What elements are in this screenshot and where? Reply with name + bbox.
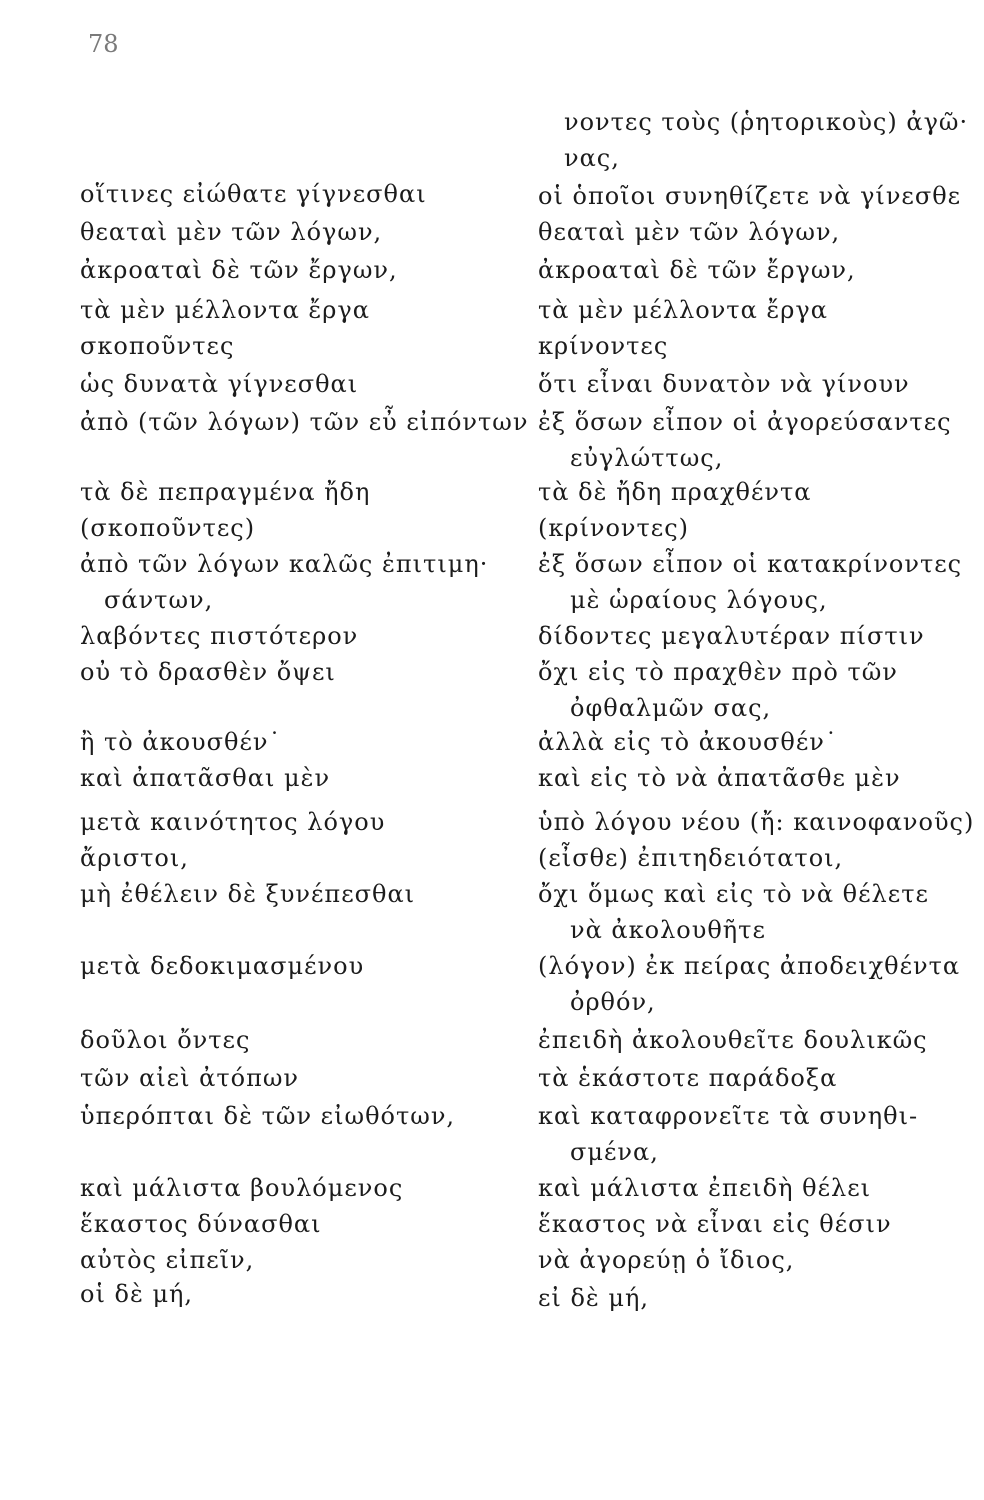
- right-line: ἕκαστος νὰ εἶναι εἰς θέσιν: [538, 1210, 892, 1238]
- right-line: ὄχι εἰς τὸ πραχθὲν πρὸ τῶν: [538, 658, 898, 686]
- left-line: ἢ τὸ ἀκουσθέν˙: [80, 728, 282, 756]
- right-line: ὅτι εἶναι δυνατὸν νὰ γίνουν: [538, 370, 910, 398]
- left-line: ὡς δυνατὰ γίγνεσθαι: [80, 370, 359, 398]
- right-line: νοντες τοὺς (ῥητορικοὺς) ἀγῶ·: [564, 108, 969, 136]
- right-line: κρίνοντες: [538, 332, 669, 360]
- left-line: σκοποῦντες: [80, 332, 235, 360]
- left-line: οἵτινες εἰώθατε γίγνεσθαι: [80, 180, 427, 208]
- right-line: καὶ καταφρονεῖτε τὰ συνηθι-: [538, 1102, 919, 1130]
- right-line: ἀλλὰ εἰς τὸ ἀκουσθέν˙: [538, 728, 838, 756]
- right-line: θεαταὶ μὲν τῶν λόγων,: [538, 218, 841, 246]
- left-line: οὐ τὸ δρασθὲν ὄψει: [80, 658, 336, 686]
- left-line: ἀκροαταὶ δὲ τῶν ἔργων,: [80, 256, 398, 284]
- right-line: καὶ μάλιστα ἐπειδὴ θέλει: [538, 1174, 872, 1202]
- left-line: αὐτὸς εἰπεῖν,: [80, 1246, 255, 1274]
- left-line: σάντων,: [104, 586, 214, 614]
- right-line: ὀρθόν,: [570, 988, 656, 1016]
- right-line: μὲ ὡραίους λόγους,: [570, 586, 828, 614]
- left-line: ὑπερόπται δὲ τῶν εἰωθότων,: [80, 1102, 456, 1130]
- left-line: τὰ μὲν μέλλοντα ἔργα: [80, 296, 370, 324]
- left-line: ἄριστοι,: [80, 844, 189, 872]
- right-line: ἐπειδὴ ἀκολουθεῖτε δουλικῶς: [538, 1026, 928, 1054]
- right-line: τὰ δὲ ἤδη πραχθέντα: [538, 478, 812, 506]
- right-line: νὰ ἀγορεύῃ ὁ ἴδιος,: [538, 1246, 795, 1274]
- left-line: μετὰ δεδοκιμασμένου: [80, 952, 365, 980]
- right-line: καὶ εἰς τὸ νὰ ἀπατᾶσθε μὲν: [538, 764, 901, 792]
- right-line: τὰ μὲν μέλλοντα ἔργα: [538, 296, 828, 324]
- left-line: ἕκαστος δύνασθαι: [80, 1210, 322, 1238]
- right-line: ὀφθαλμῶν σας,: [570, 694, 772, 722]
- right-line: εἰ δὲ μή,: [538, 1284, 650, 1312]
- left-line: τὰ δὲ πεπραγμένα ἤδη: [80, 478, 371, 506]
- left-line: λαβόντες πιστότερον: [80, 622, 359, 650]
- left-line: (σκοποῦντες): [80, 514, 256, 542]
- left-line: μετὰ καινότητος λόγου: [80, 808, 386, 836]
- left-line: θεαταὶ μὲν τῶν λόγων,: [80, 218, 383, 246]
- right-line: ἐξ ὅσων εἶπον οἱ ἀγορεύσαντες: [538, 408, 952, 436]
- right-line: (εἶσθε) ἐπιτηδειότατοι,: [538, 844, 844, 872]
- page-number: 78: [88, 30, 119, 58]
- right-line: ἀκροαταὶ δὲ τῶν ἔργων,: [538, 256, 856, 284]
- right-line: νὰ ἀκολουθῆτε: [570, 916, 766, 944]
- right-line: (λόγον) ἐκ πείρας ἀποδειχθέντα: [538, 952, 961, 980]
- left-line: ἀπὸ (τῶν λόγων) τῶν εὖ εἰπόντων: [80, 408, 529, 436]
- right-line: σμένα,: [570, 1138, 659, 1166]
- right-line: εὐγλώττως,: [570, 444, 724, 472]
- left-line: καὶ μάλιστα βουλόμενος: [80, 1174, 404, 1202]
- left-line: τῶν αἰεὶ ἀτόπων: [80, 1064, 300, 1092]
- right-line: ἐξ ὅσων εἶπον οἱ κατακρίνοντες: [538, 550, 963, 578]
- right-line: δίδοντες μεγαλυτέραν πίστιν: [538, 622, 925, 650]
- left-line: δοῦλοι ὄντες: [80, 1026, 251, 1054]
- left-line: καὶ ἀπατᾶσθαι μὲν: [80, 764, 331, 792]
- right-line: νας,: [564, 144, 620, 172]
- right-line: οἱ ὁποῖοι συνηθίζετε νὰ γίνεσθε: [538, 182, 962, 210]
- right-line: ὑπὸ λόγου νέου (ἤ: καινοφανοῦς): [538, 808, 975, 836]
- left-line: μὴ ἐθέλειν δὲ ξυνέπεσθαι: [80, 880, 416, 908]
- right-line: (κρίνοντες): [538, 514, 690, 542]
- left-line: οἱ δὲ μή,: [80, 1280, 194, 1308]
- right-line: τὰ ἑκάστοτε παράδοξα: [538, 1064, 838, 1092]
- right-line: ὄχι ὅμως καὶ εἰς τὸ νὰ θέλετε: [538, 880, 929, 908]
- left-line: ἀπὸ τῶν λόγων καλῶς ἐπιτιμη·: [80, 550, 489, 578]
